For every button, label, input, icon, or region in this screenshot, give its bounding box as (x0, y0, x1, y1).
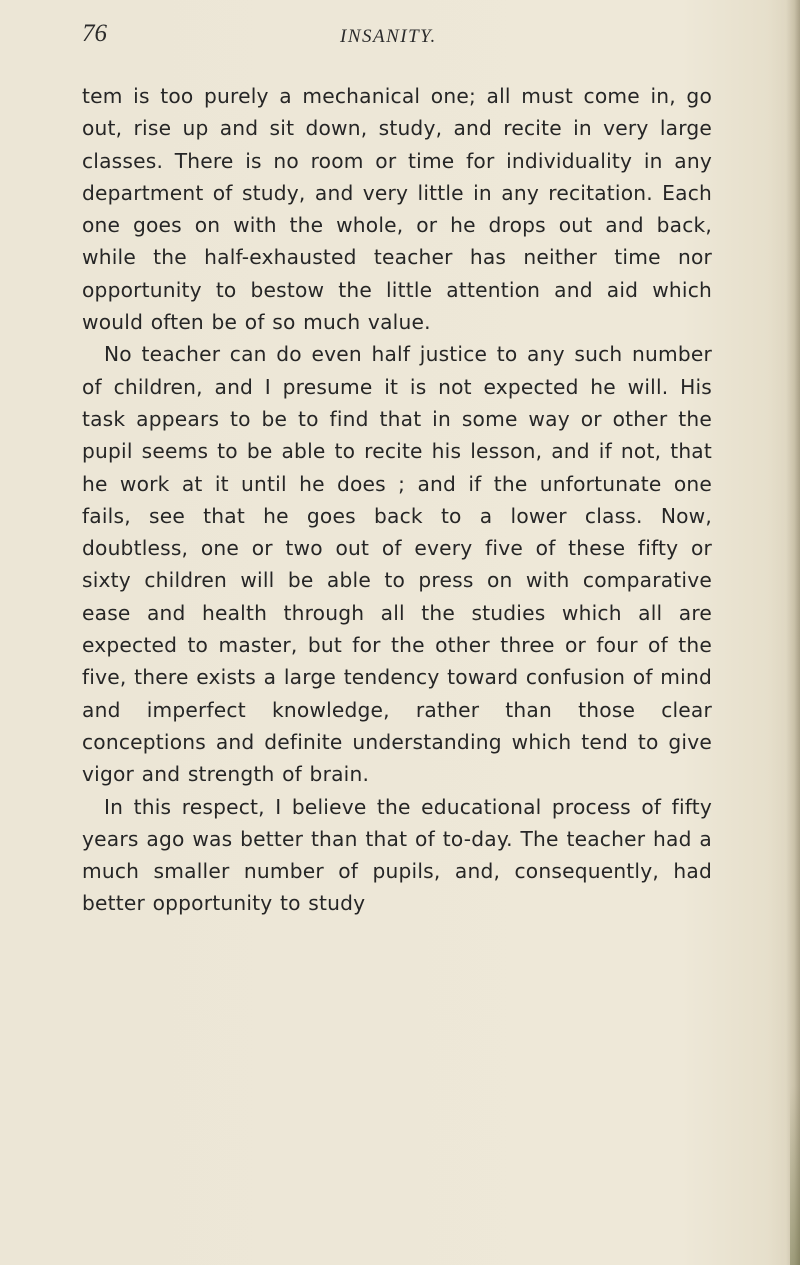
page-edge-stain (790, 1085, 800, 1265)
running-head: INSANITY. (340, 26, 437, 47)
paragraph: In this respect, I believe the educational process of fifty years ago was better than that of to-day. The teacher had a much smaller number of pupils, and, consequently, had better opportunity to study (82, 794, 712, 916)
paragraph: No teacher can do even half justice to any such number of children, and I presume it is not expected he will. His task appears to be to find that in some way or other the pupil seems to be able to recite his lesson, and if not, that he work at it until he does ; and if the unfortunate one fails, see that he goes back to a lower class. Now, doubtless, one or two out of every five of these fifty or sixty children will be able to press on with comparative ease and health through all the studies which all are expected to master, but for the other three or four of the five, there exists a large tendency toward confusion of mind and imperfect knowledge, rather than those clear conceptions and definite understanding which tend to give vigor and strength of brain. (82, 342, 712, 787)
body-text (82, 80, 712, 920)
page-header (82, 20, 722, 60)
paragraph-continued: tem is too purely a mechanical one; all must come in, go out, rise up and sit down, study, and recite in very large classes. There is no room or time for individuality in any department of study, and very little in any recitation. Each one goes on with the whole, or he drops out and back, while the half-exhausted teacher has neither time nor opportunity to bestow the little attention and aid which would often be of so much value. (82, 84, 712, 335)
page-number: 76 (82, 20, 107, 47)
page-edge-shadow (786, 0, 800, 1265)
